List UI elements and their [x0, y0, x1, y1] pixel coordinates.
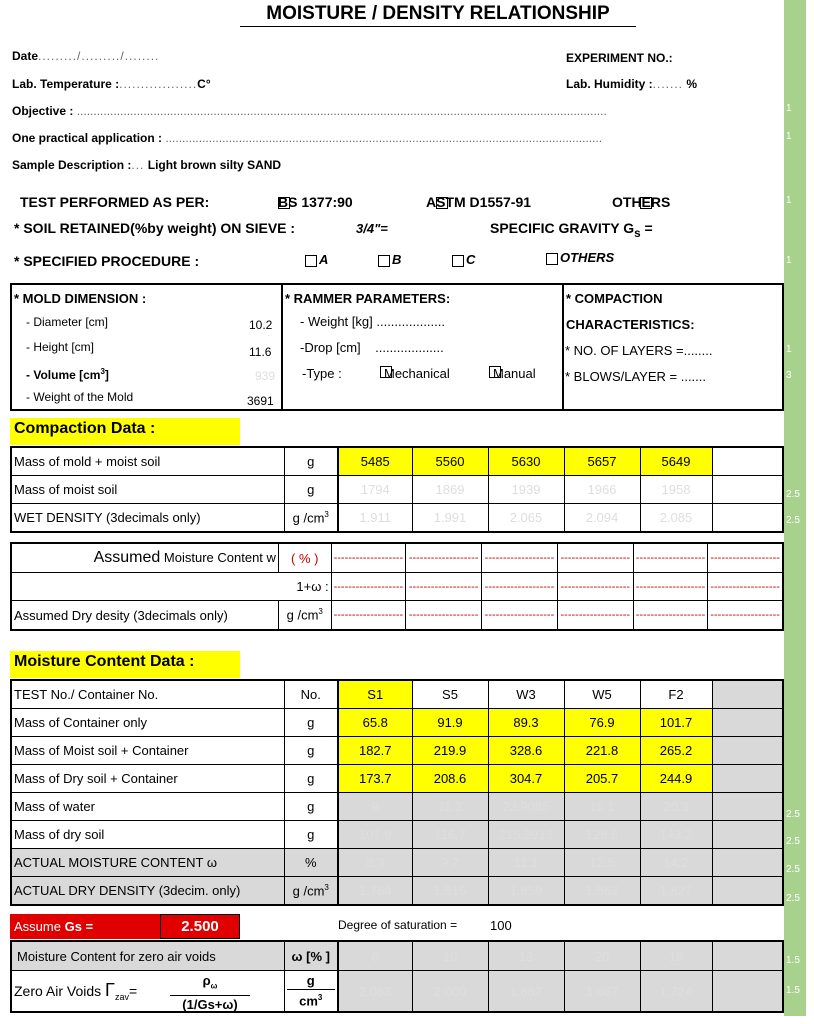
cell[interactable]: 12.5 [564, 849, 640, 877]
manual-label: Manual [493, 366, 536, 381]
compaction-table [10, 446, 784, 533]
bs-label: BS 1377:90 [278, 194, 353, 210]
cell [712, 709, 783, 737]
rammer-weight-text: - Weight [kg] [300, 314, 373, 329]
zav-symbol: Γ [105, 980, 115, 1001]
soil-retained-label: * SOIL RETAINED(%by weight) ON SIEVE : [14, 220, 296, 236]
mold-weight-label: - Weight of the Mold [26, 390, 134, 404]
cell[interactable]: 1.667 [564, 971, 640, 1013]
row-unit: g [284, 737, 338, 765]
row-label: ACTUAL MOISTURE CONTENT ω [11, 849, 284, 877]
assume-gs-label [10, 914, 160, 939]
volume-text: - Volume [cm [26, 368, 101, 382]
row-unit: ( % ) [278, 543, 331, 573]
table-row [11, 447, 783, 476]
cell[interactable]: 182.7 [338, 737, 412, 765]
cell[interactable]: 76.9 [564, 709, 640, 737]
cell[interactable]: 101.7 [640, 709, 712, 737]
lab-temp-unit: C° [197, 77, 211, 91]
cell[interactable]: W3 [488, 680, 564, 709]
cell[interactable]: ------------------- [557, 573, 633, 601]
sample-label: Sample Description : [12, 158, 132, 172]
gs-value-input[interactable]: 2.500 [160, 914, 240, 939]
others-option[interactable] [614, 194, 670, 210]
margin-mark: 2.5 [786, 515, 800, 526]
practical-line [12, 131, 702, 145]
assume-text: Assume [14, 919, 65, 934]
cell[interactable]: 2.083 [338, 971, 412, 1013]
table-row [11, 971, 783, 1013]
rammer-type-label: -Type : [302, 366, 342, 381]
row-label: WET DENSITY (3decimals only) [11, 504, 284, 533]
objective-blank: ............................................................................................................................................................... [76, 104, 607, 118]
mold-title: * MOLD DIMENSION : [14, 291, 147, 306]
cell[interactable]: 1.887 [488, 971, 564, 1013]
cell[interactable]: 23.9085 [488, 793, 564, 821]
sample-blank: ... [131, 158, 145, 172]
moisture-heading: Moisture Content Data : [10, 651, 240, 678]
procedure-b[interactable] [378, 252, 401, 267]
cell[interactable]: 16.1 [564, 793, 640, 821]
frac-den: (1/Gs+ω) [182, 996, 238, 1012]
row-label: Mass of Container only [11, 709, 284, 737]
row-label: TEST No./ Container No. [11, 680, 284, 709]
gravity-eq: = [640, 220, 653, 236]
volume-sup: 3 [100, 367, 105, 376]
unit-sup: 3 [324, 882, 329, 892]
cell[interactable]: ------------------- [482, 543, 558, 573]
row-label [11, 543, 278, 573]
page-title: MOISTURE / DENSITY RELATIONSHIP [240, 3, 636, 27]
test-performed-label: TEST PERFORMED AS PER: [20, 194, 210, 210]
specified-procedure-label: * SPECIFIED PROCEDURE : [14, 253, 200, 269]
cell [712, 849, 783, 877]
checkbox-icon[interactable] [546, 253, 558, 265]
mold-height-label: - Height [cm] [26, 340, 95, 354]
mold-diameter-value: 10.2 [249, 318, 273, 332]
zav-eq: = [128, 983, 138, 1000]
zav-table [10, 940, 784, 1013]
assumed-text: Moisture Content w [160, 550, 276, 565]
row-unit: ω [% ] [284, 941, 338, 971]
zav-sub: zav [114, 991, 129, 1002]
cell[interactable]: 9 [338, 793, 412, 821]
objective-line [12, 104, 712, 118]
row-unit: g [284, 765, 338, 793]
practical-label: One practical application : [12, 131, 163, 145]
rammer-title: * RAMMER PARAMETERS: [285, 291, 451, 306]
cell[interactable]: 304.7 [488, 765, 564, 793]
lab-humidity-label: Lab. Humidity : [566, 77, 653, 91]
margin-mark: 1.5 [786, 985, 800, 996]
cell[interactable]: 1.991 [412, 504, 488, 533]
proc-c-label: C [466, 252, 476, 267]
cell[interactable]: 13 [488, 941, 564, 971]
objective-label: Objective : [12, 104, 74, 118]
cell[interactable]: ------------------- [482, 573, 558, 601]
margin-mark: 1 [786, 344, 792, 355]
cell[interactable]: 5485 [338, 447, 412, 476]
cell[interactable]: 89.3 [488, 709, 564, 737]
lab-humidity-unit: % [686, 77, 698, 91]
cell[interactable]: 265.2 [640, 737, 712, 765]
gravity-text: SPECIFIC GRAVITY G [490, 220, 635, 236]
cell [712, 941, 783, 971]
cell[interactable]: ------------------- [708, 543, 783, 573]
cell[interactable]: ------------------- [331, 573, 406, 601]
cell [712, 793, 783, 821]
cell[interactable]: 10 [412, 941, 488, 971]
margin-mark: 2.5 [786, 809, 800, 820]
row-unit: g [284, 821, 338, 849]
margin-mark: 2.5 [786, 836, 800, 847]
cell[interactable]: ------------------- [557, 601, 633, 631]
moisture-table [10, 679, 784, 906]
table-row [11, 680, 783, 709]
practical-blank: ................................................................................................................................... [165, 131, 603, 145]
row-unit: g [284, 793, 338, 821]
cell[interactable]: ------------------- [406, 573, 482, 601]
cell[interactable]: 328.6 [488, 737, 564, 765]
cell[interactable]: 9.7 [412, 849, 488, 877]
row-label: Mass of water [11, 793, 284, 821]
proc-a-label: A [319, 252, 329, 267]
table-row [11, 737, 783, 765]
cell[interactable]: 8.3 [338, 849, 412, 877]
cell[interactable]: 2.085 [640, 504, 712, 533]
rammer-drop-text: -Drop [cm] [300, 340, 361, 355]
cell[interactable]: ------------------- [331, 543, 406, 573]
row-unit [284, 877, 338, 906]
cell[interactable]: 14.2 [640, 849, 712, 877]
cell[interactable]: ------------------- [633, 543, 708, 573]
unit-text: g /cm [292, 883, 325, 899]
sample-value: Light brown silty SAND [147, 158, 282, 172]
table-row [11, 877, 783, 906]
margin-mark: 1 [786, 131, 792, 142]
sample-line [12, 158, 281, 172]
row-label: Mass of mold + moist soil [11, 447, 284, 476]
cell[interactable]: ------------------- [406, 543, 482, 573]
lab-temperature-line [12, 77, 211, 91]
row-unit: g [284, 447, 338, 476]
unit-sup: 3 [318, 607, 323, 617]
cell[interactable]: 1.815 [412, 877, 488, 906]
frac-num [170, 973, 250, 996]
saturation-label: Degree of saturation = [338, 918, 458, 932]
cell[interactable]: 244.9 [640, 765, 712, 793]
row-unit [284, 971, 338, 1013]
cell[interactable]: 215.3915 [488, 821, 564, 849]
cell[interactable]: 5630 [488, 447, 564, 476]
unit-sup: 3 [324, 509, 329, 519]
zav-text: Zero Air Voids [14, 983, 106, 1000]
cell[interactable]: S5 [412, 680, 488, 709]
cell[interactable]: 1.724 [640, 971, 712, 1013]
cell[interactable]: 221.8 [564, 737, 640, 765]
gs-text: Gs = [64, 919, 94, 934]
cell[interactable]: 2.065 [488, 504, 564, 533]
row-label [11, 971, 284, 1013]
proc-others-label: OTHERS [560, 250, 615, 265]
cell[interactable]: 5649 [640, 447, 712, 476]
row-unit [284, 504, 338, 533]
margin-mark: 1 [786, 195, 792, 206]
cell[interactable]: S1 [338, 680, 412, 709]
cell[interactable]: ------------------- [708, 573, 783, 601]
cell[interactable]: 20 [564, 941, 640, 971]
cell[interactable]: 8 [338, 941, 412, 971]
cell [712, 680, 783, 709]
unit-bot-text: cm [299, 993, 318, 1009]
checkbox-icon[interactable] [452, 255, 464, 267]
cell[interactable]: 1939 [488, 476, 564, 504]
bs-option[interactable] [278, 194, 353, 210]
cell[interactable] [712, 476, 783, 504]
cell[interactable]: F2 [640, 680, 712, 709]
row-unit: g [284, 709, 338, 737]
cell[interactable] [712, 504, 783, 533]
cell[interactable]: W5 [564, 680, 640, 709]
table-row [11, 601, 783, 631]
cell[interactable]: 1794 [338, 476, 412, 504]
table-row [11, 765, 783, 793]
mold-diameter-label: - Diameter [cm] [26, 315, 109, 329]
row-unit: % [284, 849, 338, 877]
cell[interactable]: 1.911 [338, 504, 412, 533]
cell[interactable]: 219.9 [412, 737, 488, 765]
row-unit [278, 601, 331, 631]
margin-mark: 2.5 [786, 864, 800, 875]
zav-fraction [170, 973, 250, 1014]
cell[interactable]: 2.094 [564, 504, 640, 533]
row-unit: g [284, 476, 338, 504]
cell[interactable]: ------------------- [331, 601, 406, 631]
cell[interactable]: 208.6 [412, 765, 488, 793]
table-row [11, 793, 783, 821]
cell[interactable]: 1.862 [564, 877, 640, 906]
cell[interactable]: ------------------- [633, 601, 708, 631]
assumed-big: Assumed [93, 549, 161, 566]
cell[interactable]: 18 [640, 941, 712, 971]
margin-mark: 1 [786, 255, 792, 266]
checkbox-icon[interactable] [378, 255, 390, 267]
rammer-weight-blank: ................... [376, 314, 445, 329]
divider [281, 283, 283, 411]
row-label: Mass of Moist soil + Container [11, 737, 284, 765]
astm-option[interactable] [424, 194, 531, 210]
cell[interactable]: 5657 [564, 447, 640, 476]
lab-temp-label: Lab. Temperature : [12, 77, 120, 91]
cell[interactable]: 116.7 [412, 821, 488, 849]
compaction-heading: Compaction Data : [10, 418, 240, 445]
margin-mark: 2.5 [786, 489, 800, 500]
divider [562, 283, 564, 411]
margin-mark: 1 [786, 103, 792, 114]
gravity-sub: s [634, 226, 641, 240]
cell[interactable]: 143.2 [640, 821, 712, 849]
cell[interactable]: 1869 [412, 476, 488, 504]
cell[interactable]: 11.3 [412, 793, 488, 821]
lab-humidity-blank: ....... [652, 77, 684, 91]
manual-option[interactable] [489, 366, 536, 381]
experiment-label: EXPERIMENT NO.: [566, 51, 673, 65]
cell[interactable]: 128.8 [564, 821, 640, 849]
assumed-table [10, 542, 784, 631]
row-label: Mass of moist soil [11, 476, 284, 504]
cell[interactable] [712, 447, 783, 476]
volume-close: ] [104, 368, 109, 382]
table-row [11, 709, 783, 737]
mold-height-value: 11.6 [249, 345, 272, 359]
cell[interactable]: 91.9 [412, 709, 488, 737]
cell[interactable]: ------------------- [482, 601, 558, 631]
row-unit: No. [284, 680, 338, 709]
sieve-size: 3/4"= [356, 221, 388, 236]
rammer-drop-label [300, 340, 444, 355]
unit-text: g /cm [292, 510, 325, 526]
cell[interactable]: 205.7 [564, 765, 640, 793]
unit-bot-sup: 3 [317, 992, 323, 1002]
layers-line: * NO. OF LAYERS =........ [565, 343, 713, 358]
cell [712, 821, 783, 849]
cell [712, 737, 783, 765]
procedure-c[interactable] [452, 252, 475, 267]
cell[interactable]: 65.8 [338, 709, 412, 737]
row-label: Moisture Content for zero air voids [11, 941, 284, 971]
cell[interactable]: 107.9 [338, 821, 412, 849]
table-row [11, 476, 783, 504]
procedure-a[interactable] [305, 252, 328, 267]
cell[interactable]: 2.000 [412, 971, 488, 1013]
table-row [11, 849, 783, 877]
saturation-value[interactable]: 100 [490, 918, 512, 933]
cell[interactable]: 1.859 [488, 877, 564, 906]
compaction-char-title2: CHARACTERISTICS: [566, 317, 695, 332]
row-label: Mass of Dry soil + Container [11, 765, 284, 793]
table-row [11, 573, 783, 601]
checkbox-icon[interactable] [305, 255, 317, 267]
mechanical-option[interactable] [380, 366, 450, 381]
cell [712, 877, 783, 906]
cell[interactable]: 20.3 [640, 793, 712, 821]
cell[interactable]: 1966 [564, 476, 640, 504]
cell[interactable]: ------------------- [406, 601, 482, 631]
lab-temp-blank: .................. [119, 77, 198, 91]
specific-gravity-label [490, 220, 653, 240]
unit-top: g [287, 973, 336, 990]
mechanical-label: Mechanical [384, 366, 450, 381]
unit-bot [287, 990, 336, 1009]
cell[interactable]: 5560 [412, 447, 488, 476]
date-line [12, 49, 159, 63]
cell[interactable]: 173.7 [338, 765, 412, 793]
cell[interactable]: ------------------- [557, 543, 633, 573]
others-label: OTHERS [612, 194, 671, 210]
row-label: Mass of dry soil [11, 821, 284, 849]
row-label: ACTUAL DRY DENSITY (3decim. only) [11, 877, 284, 906]
mold-volume-value: 939 [255, 369, 276, 383]
date-blank: ........./........./........ [38, 49, 160, 63]
date-label: Date [12, 49, 39, 63]
compaction-char-title: * COMPACTION [566, 291, 663, 306]
cell[interactable]: 11.1 [488, 849, 564, 877]
rho: ρ [202, 973, 211, 988]
table-row [11, 543, 783, 573]
proc-b-label: B [392, 252, 402, 267]
cell [712, 971, 783, 1013]
cell[interactable]: ------------------- [708, 601, 783, 631]
cell[interactable]: 1.827 [640, 877, 712, 906]
cell[interactable]: 1.764 [338, 877, 412, 906]
table-row [11, 821, 783, 849]
row-label: 1+ω : [11, 573, 331, 601]
astm-label: ASTM D1557-91 [426, 194, 532, 210]
table-row [11, 504, 783, 533]
unit-text: g /cm [286, 607, 319, 623]
mold-volume-label [26, 367, 109, 382]
rammer-drop-blank: ................... [375, 340, 444, 355]
rho-sub: ω [210, 981, 218, 991]
lab-humidity-line [566, 77, 697, 91]
cell[interactable]: 1958 [640, 476, 712, 504]
cell [712, 765, 783, 793]
cell[interactable]: ------------------- [633, 573, 708, 601]
margin-mark: 1.5 [786, 955, 800, 966]
mold-weight-value: 3691 [247, 394, 274, 408]
row-label: Assumed Dry desity (3decimals only) [11, 601, 278, 631]
rammer-weight-label [300, 314, 445, 329]
blows-line: * BLOWS/LAYER = ....... [565, 369, 707, 384]
margin-mark: 2.5 [786, 893, 800, 904]
table-row [11, 941, 783, 971]
margin-mark: 3 [786, 370, 792, 381]
procedure-others[interactable] [546, 250, 614, 265]
